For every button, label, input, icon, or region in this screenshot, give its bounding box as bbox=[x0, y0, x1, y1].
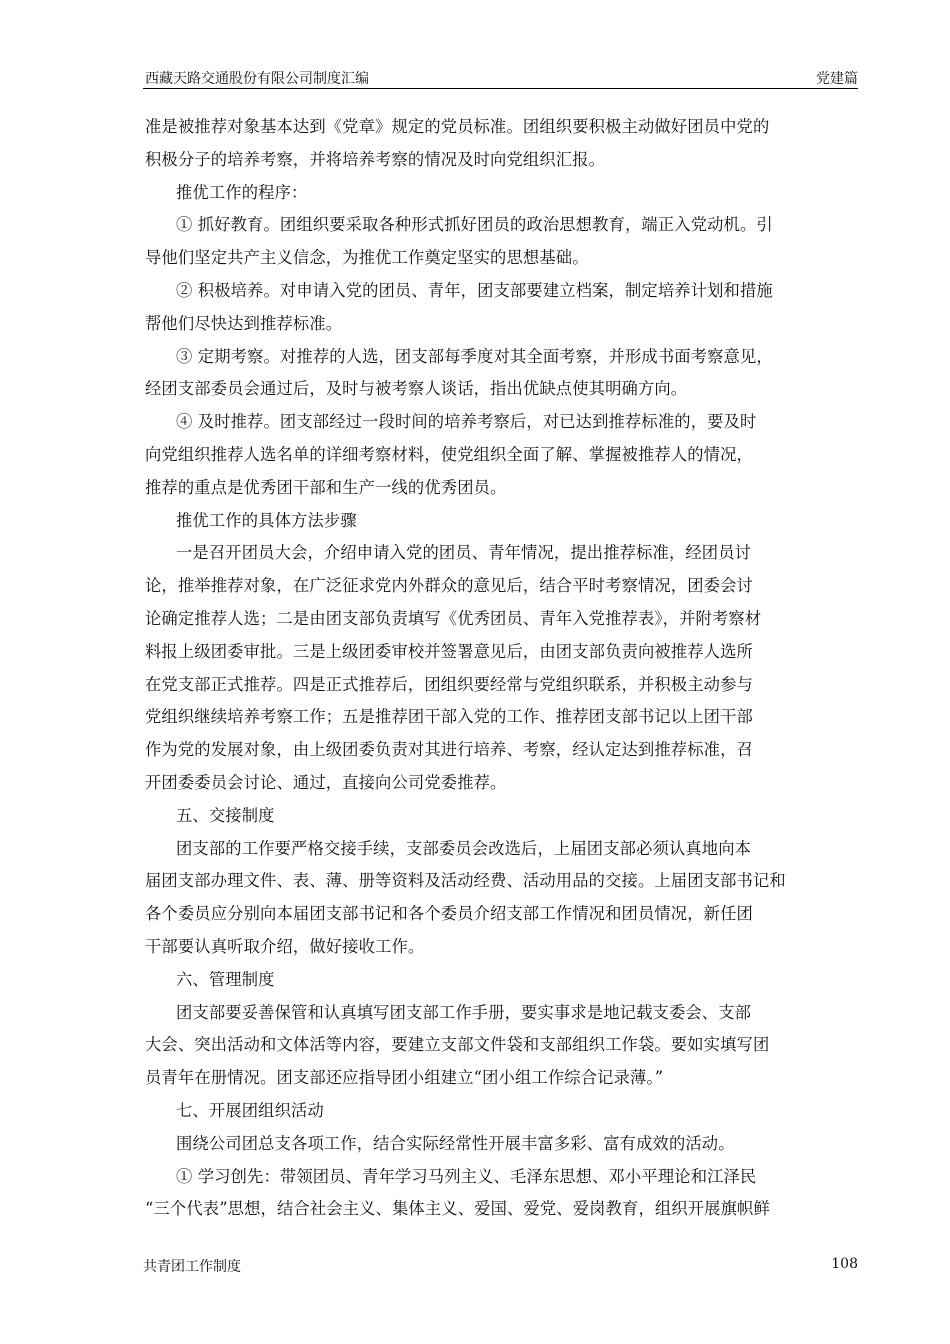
page-number: 108 bbox=[831, 1256, 858, 1272]
text-line: 论确定推荐人选；二是由团支部负责填写《优秀团员、青年入党推荐表》，并附考察材 bbox=[145, 608, 762, 628]
header-section: 党建篇 bbox=[816, 71, 858, 87]
text-line: 推荐的重点是优秀团干部和生产一线的优秀团员。 bbox=[145, 477, 507, 497]
text-line: 帮他们尽快达到推荐标准。 bbox=[145, 313, 343, 333]
footer-title: 共青团工作制度 bbox=[143, 1259, 241, 1275]
text-line: 围绕公司团总支各项工作，结合实际经常性开展丰富多彩、富有成效的活动。 bbox=[176, 1133, 735, 1153]
text-line: 团支部的工作要严格交接手续，支部委员会改选后，上届团支部必须认真地向本 bbox=[176, 838, 752, 858]
text-line: 推优工作的具体方法步骤 bbox=[176, 510, 357, 530]
text-line: 各个委员应分别向本届团支部书记和各个委员介绍支部工作情况和团员情况，新任团 bbox=[145, 904, 753, 924]
text-line: 在党支部正式推荐。四是正式推荐后，团组织要经常与党组织联系，并积极主动参与 bbox=[145, 674, 753, 694]
text-line: 向党组织推荐人选名单的详细考察材料，使党组织全面了解、掌握被推荐人的情况， bbox=[145, 444, 753, 464]
text-line: “三个代表”思想，结合社会主义、集体主义、爱国、爱党、爱岗教育，组织开展旗帜鲜 bbox=[145, 1199, 770, 1219]
text-line: 准是被推荐对象基本达到《党章》规定的党员标准。团组织要积极主动做好团员中党的 bbox=[145, 117, 770, 136]
text-line: 六、管理制度 bbox=[176, 969, 275, 989]
text-line: ① 抓好教育。团组织要采取各种形式抓好团员的政治思想教育，端正入党动机。引 bbox=[176, 215, 773, 235]
text-line: 论，推举推荐对象，在广泛征求党内外群众的意见后，结合平时考察情况，团委会讨 bbox=[145, 576, 753, 596]
text-line: 党组织继续培养考察工作；五是推荐团干部入党的工作、推荐团支部书记以上团干部 bbox=[145, 707, 753, 727]
header-title: 西藏天路交通股份有限公司制度汇编 bbox=[145, 71, 369, 87]
text-line: 推优工作的程序： bbox=[176, 182, 308, 202]
text-line: 干部要认真听取介绍，做好接收工作。 bbox=[145, 936, 425, 956]
page-header bbox=[143, 66, 858, 89]
text-line: ① 学习创先：带领团员、青年学习马列主义、毛泽东思想、邓小平理论和江泽民 bbox=[176, 1166, 757, 1186]
text-line: 料报上级团委审批。三是上级团委审校并签署意见后，由团支部负责向被推荐人选所 bbox=[145, 641, 753, 661]
text-line: 一是召开团员大会，介绍申请入党的团员、青年情况，提出推荐标准，经团员讨 bbox=[176, 543, 752, 563]
text-line: ④ 及时推荐。团支部经过一段时间的培养考察后，对已达到推荐标准的，要及时 bbox=[176, 412, 757, 432]
text-line: 员青年在册情况。团支部还应指导团小组建立“团小组工作综合记录薄。” bbox=[145, 1068, 664, 1088]
text-line: 导他们坚定共产主义信念，为推优工作奠定坚实的思想基础。 bbox=[145, 248, 589, 268]
text-line: 五、交接制度 bbox=[176, 805, 275, 825]
text-line: 团支部要妥善保管和认真填写团支部工作手册，要实事求是地记载支委会、支部 bbox=[176, 1002, 752, 1022]
text-line: ③ 定期考察。对推荐的人选，团支部每季度对其全面考察，并形成书面考察意见， bbox=[176, 346, 773, 366]
text-line: ② 积极培养。对申请入党的团员、青年，团支部要建立档案，制定培养计划和措施 bbox=[176, 280, 773, 300]
page-body bbox=[145, 111, 861, 1226]
text-line: 作为党的发展对象，由上级团委负责对其进行培养、考察，经认定达到推荐标准，召 bbox=[145, 740, 753, 760]
text-line: 届团支部办理文件、表、薄、册等资料及活动经费、活动用品的交接。上届团支部书记和 bbox=[145, 871, 786, 891]
text-line: 开团委委员会讨论、通过，直接向公司党委推荐。 bbox=[145, 772, 507, 792]
text-line: 七、开展团组织活动 bbox=[176, 1100, 324, 1120]
text-line: 大会、突出活动和文体活等内容，要建立支部文件袋和支部组织工作袋。要如实填写团 bbox=[145, 1035, 770, 1055]
text-line: 经团支部委员会通过后，及时与被考察人谈话，指出优缺点使其明确方向。 bbox=[145, 379, 688, 399]
text-line: 积极分子的培养考察，并将培养考察的情况及时向党组织汇报。 bbox=[145, 149, 606, 169]
